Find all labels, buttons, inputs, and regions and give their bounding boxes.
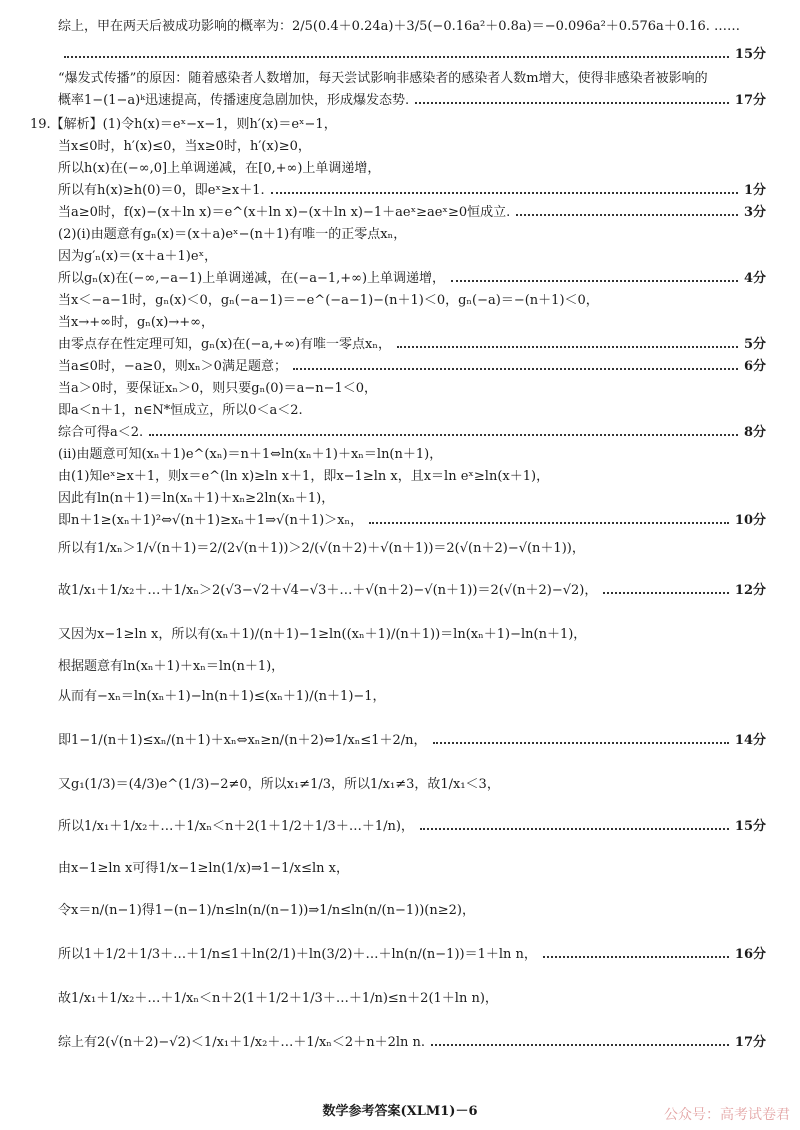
solution-line — [58, 618, 766, 652]
score-label: 12分 — [734, 583, 766, 598]
solution-line — [58, 852, 766, 886]
line-text: 所以h(x)在(−∞,0]上单调递减，在[0,+∞)上单调递增， — [58, 161, 381, 176]
watermark-text: 公众号：高考试卷君 — [664, 1107, 790, 1123]
dot-leader — [603, 592, 729, 594]
score-label: 15分 — [734, 819, 766, 834]
line-text: (ⅱ)由题意可知(xₙ＋1)e^(xₙ)＝n＋1⇔ln(xₙ＋1)＋xₙ＝ln(n＋1)， — [58, 447, 443, 462]
line-text: 因此有ln(n＋1)＝ln(xₙ＋1)＋xₙ≥2ln(xₙ＋1)， — [58, 491, 335, 506]
line-text: 所以1＋1/2＋1/3＋…＋1/n≤1＋ln(2/1)＋ln(3/2)＋…＋ln(n/(n−1))＝1＋ln n， — [58, 947, 537, 962]
line-text: 即1−1/(n＋1)≤xₙ/(n＋1)＋xₙ⇔xₙ≥n/(n＋2)⇔1/xₙ≤1＋2/n， — [58, 733, 427, 748]
solution-line — [58, 724, 766, 758]
solution-line — [58, 268, 766, 290]
score-label: 17分 — [734, 93, 766, 108]
score-label: 5分 — [743, 337, 766, 352]
score-label: 14分 — [734, 733, 766, 748]
dot-leader — [451, 280, 738, 282]
solution-line — [58, 290, 766, 312]
solution-line — [58, 334, 766, 356]
line-text: “爆发式传播”的原因：随着感染者人数增加，每天尝试影响非感染者的感染者人数m增大，使得非感染者被影响的 — [58, 71, 708, 86]
line-text: 所以有1/xₙ＞1/√(n＋1)＝2/(2√(n＋1))＞2/(√(n＋2)＋√(n＋1))＝2(√(n＋2)−√(n＋1))， — [58, 541, 585, 556]
dot-leader — [64, 56, 729, 58]
line-text: 19.【解析】(1)令h(x)＝eˣ−x−1，则h′(x)＝eˣ−1， — [30, 117, 337, 132]
solution-line — [58, 378, 766, 400]
score-label: 6分 — [743, 359, 766, 374]
line-text: 从而有−xₙ＝ln(xₙ＋1)−ln(n＋1)≤(xₙ＋1)/(n＋1)−1， — [58, 689, 386, 704]
solution-line — [58, 224, 766, 246]
solution-line — [58, 894, 766, 928]
solution-line — [58, 510, 766, 532]
line-text: 当x≤0时，h′(x)≤0，当x≥0时，h′(x)≥0， — [58, 139, 311, 154]
dot-leader — [271, 192, 738, 194]
dot-leader — [369, 522, 729, 524]
solution-line — [58, 466, 766, 488]
solution-line — [58, 444, 766, 466]
solution-line — [58, 656, 766, 678]
solution-line — [58, 938, 766, 972]
solution-line — [58, 246, 766, 268]
dot-leader — [420, 828, 729, 830]
line-text: 所以有h(x)≥h(0)＝0，即eˣ≥x＋1. — [58, 183, 265, 198]
line-text: 概率1−(1−a)ᵏ迅速提高，传播速度急剧加快，形成爆发态势. — [58, 93, 410, 108]
solution-line — [58, 1026, 766, 1060]
line-text: 即n＋1≥(xₙ＋1)²⇔√(n＋1)≥xₙ＋1⇒√(n＋1)＞xₙ， — [58, 513, 364, 528]
line-text: 故1/x₁＋1/x₂＋…＋1/xₙ＜n＋2(1＋1/2＋1/3＋…＋1/n)≤n＋2(1＋ln n)， — [58, 991, 498, 1006]
page-footer: 数学参考答案(XLM1)－6 — [322, 1104, 478, 1119]
dot-leader — [516, 214, 738, 216]
solution-line — [58, 982, 766, 1016]
line-text: 所以1/x₁＋1/x₂＋…＋1/xₙ＜n＋2(1＋1/2＋1/3＋…＋1/n)， — [58, 819, 414, 834]
score-label: 17分 — [734, 1035, 766, 1050]
line-text: 根据题意有ln(xₙ＋1)＋xₙ＝ln(n＋1)， — [58, 659, 285, 674]
solution-line — [58, 90, 766, 112]
line-text: 当a≤0时，−a≥0，则xₙ＞0满足题意； — [58, 359, 287, 374]
score-label: 3分 — [743, 205, 766, 220]
dot-leader — [543, 956, 729, 958]
solution-line — [58, 488, 766, 510]
line-text: 当a＞0时，要保证xₙ＞0，则只要gₙ(0)＝a−n−1＜0， — [58, 381, 378, 396]
line-text: 因为g′ₙ(x)＝(x＋a＋1)eˣ， — [58, 249, 218, 264]
solution-line — [58, 768, 766, 802]
solution-line — [58, 312, 766, 334]
solution-line — [58, 68, 766, 90]
solution-line — [58, 400, 766, 422]
solution-line — [30, 114, 766, 136]
line-text: 即a＜n＋1，n∈N*恒成立，所以0＜a＜2. — [58, 403, 303, 418]
line-text: 令x＝n/(n−1)得1−(n−1)/n≤ln(n/(n−1))⇒1/n≤ln(n/(n−1))(n≥2)， — [58, 903, 475, 918]
line-text: 综上有2(√(n＋2)−√2)＜1/x₁＋1/x₂＋…＋1/xₙ＜2＋n＋2ln n. — [58, 1035, 426, 1050]
dot-leader — [415, 102, 729, 104]
line-text: 由x−1≥ln x可得1/x−1≥ln(1/x)⇒1−1/x≤ln x， — [58, 861, 350, 876]
score-label: 8分 — [743, 425, 766, 440]
solution-line — [58, 136, 766, 158]
solution-line — [58, 532, 766, 566]
score-label: 16分 — [734, 947, 766, 962]
solution-line — [58, 44, 766, 66]
score-label: 4分 — [743, 271, 766, 286]
solution-line — [58, 158, 766, 180]
score-label: 15分 — [734, 47, 766, 62]
dot-leader — [397, 346, 738, 348]
line-text: 故1/x₁＋1/x₂＋…＋1/xₙ＞2(√3−√2＋√4−√3＋…＋√(n＋2)−√(n＋1))＝2(√(n＋2)−√2)， — [58, 583, 598, 598]
line-text: (2)(ⅰ)由题意有gₙ(x)＝(x＋a)eˣ−(n＋1)有唯一的正零点xₙ， — [58, 227, 407, 242]
line-text: 又因为x−1≥ln x，所以有(xₙ＋1)/(n＋1)−1≥ln((xₙ＋1)/(n＋1))＝ln(xₙ＋1)−ln(n＋1)， — [58, 627, 587, 642]
line-text: 所以gₙ(x)在(−∞,−a−1)上单调递减，在(−a−1,+∞)上单调递增， — [58, 271, 446, 286]
line-text: 当x＜−a−1时，gₙ(x)＜0，gₙ(−a−1)＝−e^(−a−1)−(n＋1)＜0，gₙ(−a)＝−(n＋1)＜0， — [58, 293, 599, 308]
dot-leader — [149, 434, 738, 436]
solution-line — [58, 202, 766, 224]
score-label: 10分 — [734, 513, 766, 528]
line-text: 综上，甲在两天后被成功影响的概率为：2/5(0.4＋0.24a)＋3/5(−0.16a²＋0.8a)＝−0.096a²＋0.576a＋0.16. …… — [58, 19, 740, 34]
line-text: 当a≥0时，f(x)−(x＋ln x)＝e^(x＋ln x)−(x＋ln x)−1＋aeˣ≥aeˣ≥0恒成立. — [58, 205, 511, 220]
dot-leader — [293, 368, 738, 370]
solution-line — [58, 680, 766, 714]
line-text: 当x→+∞时，gₙ(x)→+∞， — [58, 315, 214, 330]
score-label: 1分 — [743, 183, 766, 198]
solution-line — [58, 10, 766, 44]
solution-line — [58, 422, 766, 444]
dot-leader — [431, 1044, 729, 1046]
solution-line — [58, 574, 766, 608]
line-text: 由(1)知eˣ≥x＋1，则x＝e^(ln x)≥ln x＋1，即x−1≥ln x，且x＝ln eˣ≥ln(x＋1)， — [58, 469, 550, 484]
dot-leader — [433, 742, 729, 744]
solution-line — [58, 180, 766, 202]
line-text: 综合可得a＜2. — [58, 425, 144, 440]
solution-line — [58, 356, 766, 378]
line-text: 又g₁(1/3)＝(4/3)e^(1/3)−2≠0，所以x₁≠1/3，所以1/x₁≠3，故1/x₁＜3， — [58, 777, 500, 792]
line-text: 由零点存在性定理可知，gₙ(x)在(−a,+∞)有唯一零点xₙ， — [58, 337, 392, 352]
solution-line — [58, 810, 766, 844]
